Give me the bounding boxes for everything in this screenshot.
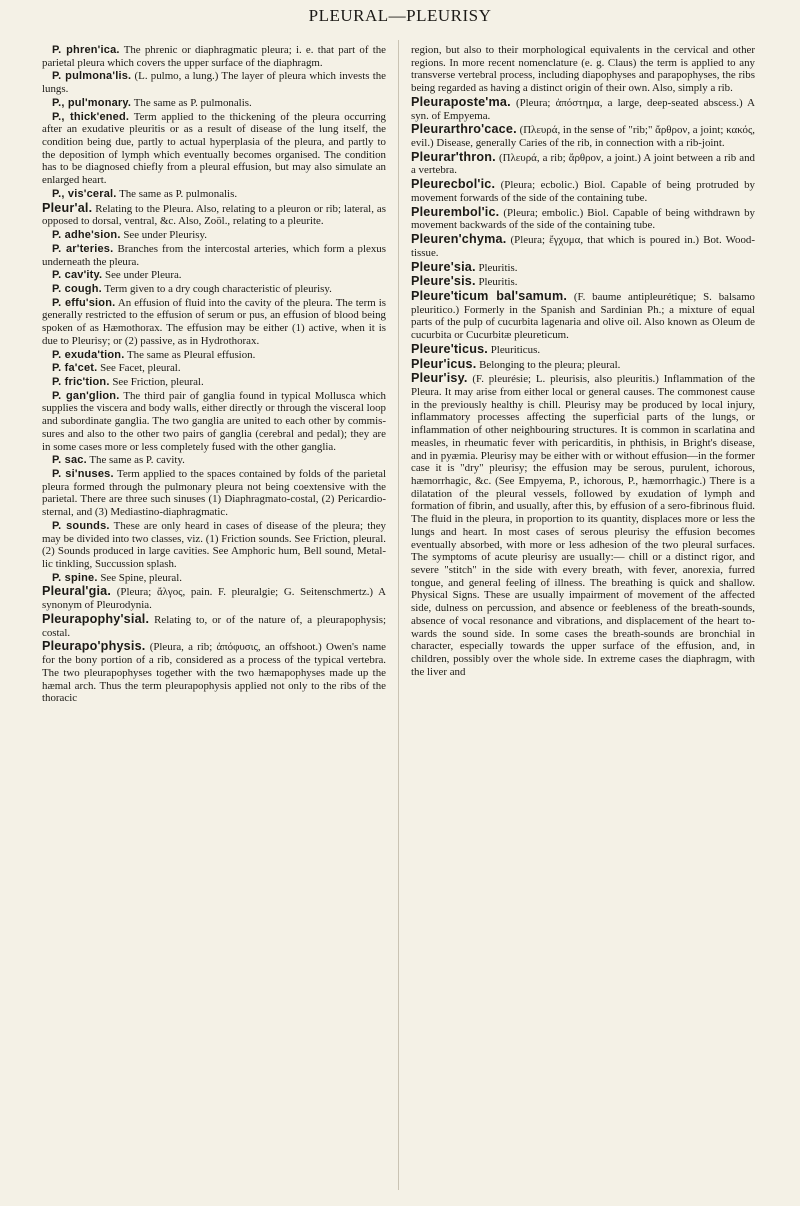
entry-definition: (L. pulmo, a lung.) The layer of pleura which invests the lungs.	[42, 70, 386, 96]
entry-definition: (F. pleurésie; L. pleurisis, also pleuritis.) Inflammation of the Pleura. It may arise from either local or general causes. The commonest cause in the previously healthy is chill. Pleurisy may be produced by local injury, inflammatory processes affecting the superficial parts of the lungs, or inflammation of other neighbouring structures. It is common in scarlatina and measles, in rheumatic fever with pericarditis, in phthisis, in Bright's disease, and in pyæmia. Pleurisy may be either with or without effusion—in the former case it is "dry" pleurisy; the effusion may be serous, purulent, ichorous, hæmorrhagic, &c. (See Empyema, P., ichorous, P., hæmorrhagic.) There is a dilatation of the pleural vessels, followed by exudation of lymph and formation of fibrin, and usually, after this, by effusion of a sero-fibrinous fluid. The fluid in the pleura, in proportion to its quantity, displaces more or less the lungs and heart. In most cases of serous pleurisy the effusion becomes eventually absorbed, with more or less adhesion of the two pleural surfaces. The symptoms of acute pleurisy are usually:— chill or a distinct rigor, and severe "stitch" in the side with every breath, with fever, anorexia, furred tongue, and general feeling of illness. The breathing is quick and shallow. Physical Signs. These are usually impairment of movement of the affected side, dulness on percussion, and absence or feebleness of the breath-sounds, absence of vocal resonance and vibrations, and displacement of the heart towards the sound side. In some cases the breath-sounds are bronchial in character, especially towards the upper surface of the effusion, and, in children, possibly over the whole side. In extreme cases the diaphragm, with the liver and	[411, 373, 756, 678]
entry-headword: Pleur'al.	[42, 200, 93, 215]
entry-definition: The phrenic or diaphragmatic pleura; i. e. that part of the parietal pleura which covers the upper surface of the diaphragm.	[42, 44, 387, 69]
entry-headword: Pleurar'thron.	[411, 149, 496, 164]
entry-headword: P. cav'ity.	[52, 269, 103, 282]
dictionary-entry	[411, 372, 755, 678]
entry-definition: Term given to a dry cough characteristic of pleurisy.	[104, 282, 332, 295]
entry-headword: P. si'nuses.	[52, 468, 114, 480]
entry-headword: P. effu'sion.	[52, 296, 116, 309]
entry-definition: Belonging to the pleura; pleural.	[479, 358, 621, 371]
dictionary-entry	[411, 275, 755, 289]
dictionary-entry	[42, 111, 386, 187]
right-column	[411, 44, 755, 680]
entry-headword: P. sounds.	[52, 519, 110, 532]
dictionary-entry	[411, 290, 755, 342]
dictionary-entry	[411, 123, 755, 149]
entry-definition: Pleuritis.	[478, 276, 518, 289]
entry-definition: See Spine, pleural.	[100, 571, 183, 584]
dictionary-entry	[411, 44, 755, 95]
dictionary-entry	[42, 640, 386, 705]
entry-definition: An effusion of fluid into the cavity of the pleura. The term is generally restricted to the effusion of serum or pus, an effusion of blood being spoken of as Hæmothorax. The effusion may be either (1) active, when it is due to Pleurisy; or (2) passive, as in Hydrothorax.	[42, 296, 386, 347]
entry-headword: P. fric'tion.	[52, 375, 110, 388]
entry-definition: (Pleura, a rib; ἀπόφυσις, an offshoot.) Owen's name for the bony portion of a rib, considered as a process of the typical vertebra. The two pleurapophyses together with the two hæmapophyses made up the hæmal arch. Thus the term pleurapophysis applied not only to the ribs of the thoracic	[42, 641, 386, 705]
dictionary-entry	[42, 229, 386, 242]
entry-headword: P. pulmona'lis.	[52, 70, 132, 83]
entry-headword: P., pul'monary.	[52, 96, 132, 109]
dictionary-entry	[42, 349, 386, 362]
left-column	[42, 44, 386, 706]
entry-headword: P. exuda'tion.	[52, 348, 125, 361]
entry-definition: Pleuriticus.	[490, 343, 541, 356]
entry-definition: See under Pleurisy.	[123, 229, 208, 242]
dictionary-entry	[42, 468, 386, 519]
entry-headword: P. cough.	[52, 282, 102, 295]
dictionary-entry	[42, 269, 386, 282]
entry-headword: P. adhe'sion.	[52, 229, 121, 242]
entry-definition: Term applied to the spaces contained by folds of the parietal pleura formed through the pulmonary pleura not being coextensive with the parietal. There are three such sinuses (1) Diaphragmato-costal, (2) Pericardio-sternal, and (3) Mediastino-diaphragmatic.	[42, 468, 386, 519]
dictionary-entry	[42, 44, 386, 69]
entry-headword: Pleur'isy.	[411, 371, 468, 386]
entry-definition: Branches from the intercostal arteries, which form a plexus underneath the pleura.	[42, 242, 386, 268]
dictionary-entry	[42, 520, 386, 571]
entry-headword: P., vis'ceral.	[52, 187, 117, 200]
entry-headword: Pleure'ticum bal'samum.	[411, 288, 568, 303]
entry-headword: Pleurecbol'ic.	[411, 177, 496, 192]
entry-definition: (Pleura; ἄλγος, pain. F. pleuralgie; G. Seitenschmertz.) A synonym of Pleurodynia.	[42, 586, 386, 612]
dictionary-entry	[411, 96, 755, 122]
entry-definition: The same as Pleural effusion.	[126, 348, 256, 361]
entry-definition: (Pleura; ecbolic.) Biol. Capable of being protruded by movement forwards of the side of the containing tube.	[411, 179, 755, 204]
column-divider	[398, 40, 399, 1190]
entry-headword: Pleurembol'ic.	[411, 204, 500, 219]
entry-definition: The same as P. cavity.	[89, 454, 185, 467]
entry-definition: (Pleura; ἀπόστημα, a large, deep-seated abscess.) A syn. of Empyema.	[411, 96, 755, 122]
dictionary-entry	[42, 613, 386, 639]
dictionary-entry	[411, 178, 755, 204]
entry-headword: Pleuraposte'ma.	[411, 94, 511, 109]
entry-headword: Pleure'ticus.	[411, 341, 488, 356]
dictionary-entry	[42, 376, 386, 389]
entry-definition: (Πλευρά, a rib; ἄρθρον, a joint.) A joint between a rib and a vertebra.	[411, 151, 755, 177]
entry-definition: (Pleura; embolic.) Biol. Capable of being withdrawn by movement backwards of the side of the containing tube.	[411, 206, 755, 232]
entry-headword: Pleurapophy'sial.	[42, 611, 150, 626]
dictionary-entry	[42, 454, 386, 467]
entry-headword: Pleur'icus.	[411, 356, 477, 371]
entry-headword: Pleure'sia.	[411, 259, 476, 274]
dictionary-entry	[42, 70, 386, 95]
dictionary-entry	[42, 297, 386, 348]
entry-headword: P. spine.	[52, 571, 98, 584]
entry-headword: P. fa'cet.	[52, 362, 98, 375]
entry-definition: (F. baume antipleurétique; S. balsamo pleuritico.) Formerly in the Spanish and Sardinian Ph.; a mixture of equal parts of the pulp of cucurbita lagenaria and olive oil. Also known as Oleum de cucurbita or Cucurbitæ pleureticum.	[411, 290, 755, 342]
dictionary-entry	[42, 362, 386, 375]
entry-definition: See Facet, pleural.	[100, 362, 181, 375]
entry-definition: The third pair of ganglia found in typical Mollusca which supplies the viscera and body walls, either directly or through the visceral loop and subordinate ganglia. The two ganglia are united to each other by commissures and also to the other two pairs of ganglia (cerebral and pedal); they are in some cases more or less completely fused with the other ganglia.	[42, 389, 386, 453]
dictionary-entry	[42, 202, 386, 228]
dictionary-entry	[411, 343, 755, 357]
entry-definition: These are only heard in cases of disease of the pleura; they may be divided into two classes, viz. (1) Friction sounds. See Friction, pleural. (2) Sounds produced in large cavities. See Amphoric hum, Bell sound, Metallic tinkling, Succussion splash.	[42, 519, 386, 571]
entry-definition: Pleuritis.	[478, 261, 518, 274]
page-header: PLEURAL—PLEURISY	[308, 6, 492, 25]
entry-definition: Term applied to the thickening of the pleura occurring after an exudative pleuritis or as a result of disease of the lung itself, the condition being due, partly to actual hyperplasia of the pleura, and partly to the deposition of lymph which eventually becomes organised. The condition has to be diagnosed chiefly from a pleural effusion, but may also simulate an enlarged heart.	[42, 110, 386, 187]
entry-headword: P., thick'ened.	[52, 110, 130, 123]
dictionary-entry	[411, 206, 755, 232]
entry-definition: (Pleura; ἔγχυμα, that which is poured in.) Bot. Wood-tissue.	[411, 234, 755, 259]
dictionary-entry	[411, 358, 755, 372]
dictionary-entry	[42, 585, 386, 611]
dictionary-entry	[42, 243, 386, 268]
entry-headword: P. phren'ica.	[52, 44, 120, 56]
entry-definition: See under Pleura.	[105, 269, 182, 282]
dictionary-entry	[411, 151, 755, 177]
dictionary-entry	[42, 283, 386, 296]
dictionary-entry	[42, 390, 386, 454]
entry-headword: Pleurarthro'cace.	[411, 122, 517, 137]
entry-headword: Pleural'gia.	[42, 584, 112, 599]
entry-definition: The same as P. pulmonalis.	[119, 187, 238, 200]
entry-headword: P. sac.	[52, 454, 87, 467]
entry-definition: Relating to the Pleura. Also, relating to a pleuron or rib; lateral, as opposed to dorsal, ventral, &c. Also, Zoöl., relating to a pleurite.	[42, 202, 386, 228]
dictionary-entry	[42, 97, 386, 110]
entry-definition: region, but also to their morphological equivalents in the cervical and other regions. In more recent nomenclature (e. g. Claus) the term is applied to any transverse vertebral process, including diapophyses and parapophyses, the ribs being regarded as having a distinct origin of their own. Also, simply a rib.	[411, 44, 755, 95]
entry-headword: Pleurapo'physis.	[42, 639, 146, 654]
entry-definition: Relating to, or of the nature of, a pleurapophysis; costal.	[42, 613, 386, 639]
entry-headword: Pleuren'chyma.	[411, 232, 507, 247]
dictionary-entry	[42, 188, 386, 201]
entry-headword: P. ar'teries.	[52, 242, 114, 255]
dictionary-entry	[42, 572, 386, 585]
entry-definition: (Πλευρά, in the sense of "rib;" ἄρθρον, a joint; κακός, evil.) Disease, generally Caries of the rib, in connection with a rib-joint.	[411, 124, 755, 150]
dictionary-entry	[411, 261, 755, 275]
dictionary-entry	[411, 233, 755, 259]
entry-definition: See Friction, pleural.	[112, 375, 204, 388]
entry-headword: P. gan'glion.	[52, 389, 120, 402]
entry-definition: The same as P. pulmonalis.	[133, 96, 252, 109]
entry-headword: Pleure'sis.	[411, 274, 476, 289]
